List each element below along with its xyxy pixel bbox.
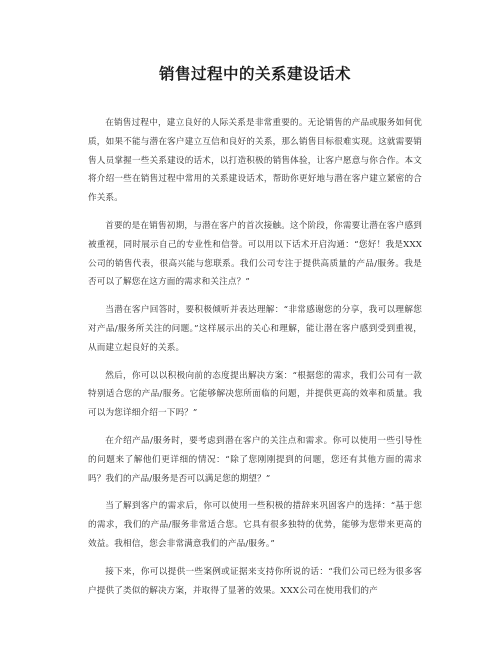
document-title: 销售过程中的关系建设话术	[158, 65, 351, 83]
paragraph-solution: 然后，你可以以积极向前的态度提出解决方案：“根据您的需求，我们公司有一款特别适合您的产品/服务。它能够解决您所面临的问题，并提供更高的效率和质量。我可以为您详细介绍一下吗？”	[88, 370, 422, 419]
paragraph-listening: 当潜在客户回答时，要积极倾听并表达理解：“非常感谢您的分享，我可以理解您对产品/服务所关注的问题。”这样展示出的关心和理解，能让潜在客户感到受到重视，从而建立起良好的关系。	[88, 305, 422, 353]
paragraph-intro: 在销售过程中，建立良好的人际关系是非常重要的。无论销售的产品或服务如何优质，如果不能与潜在客户建立互信和良好的关系，那么销售目标很难实现。这就需要销售人员掌握一些关系建设的话术，以打造积极的销售体验，让客户愿意与你合作。本文将介绍一些在销售过程中常用的关系建设话术，帮助你更好地与潜在客户建立紧密的合作关系。	[88, 118, 422, 204]
paragraph-first-contact: 首要的是在销售初期，与潜在客户的首次接触。这个阶段，你需要让潜在客户感到被重视，同时展示自己的专业性和信誉。可以用以下话术开启沟通：“您好！我是XXX公司的销售代表，很高兴能与您联系。我们公司专注于提供高质量的产品/服务。我是否可以了解您在这方面的需求和关注点？”	[88, 220, 422, 288]
paragraph-introduce-product: 在介绍产品/服务时，要考虑到潜在客户的关注点和需求。你可以使用一些引导性的问题来了解他们更详细的情况：“除了您刚刚提到的问题，您还有其他方面的需求吗？我们的产品/服务是否可以满足您的期望？”	[88, 435, 422, 484]
paragraph-evidence: 接下来，你可以提供一些案例或证据来支持你所说的话：“我们公司已经为很多客户提供了类似的解决方案，并取得了显著的效果。XXX公司在使用我们的产	[88, 566, 422, 596]
paragraph-reinforce-choice: 当了解到客户的需求后，你可以使用一些积极的措辞来巩固客户的选择：“基于您的需求，我们的产品/服务非常适合您。它具有很多独特的优势，能够为您带来更高的效益。我相信，您会非常满意我们的产品/服务。”	[88, 501, 422, 549]
